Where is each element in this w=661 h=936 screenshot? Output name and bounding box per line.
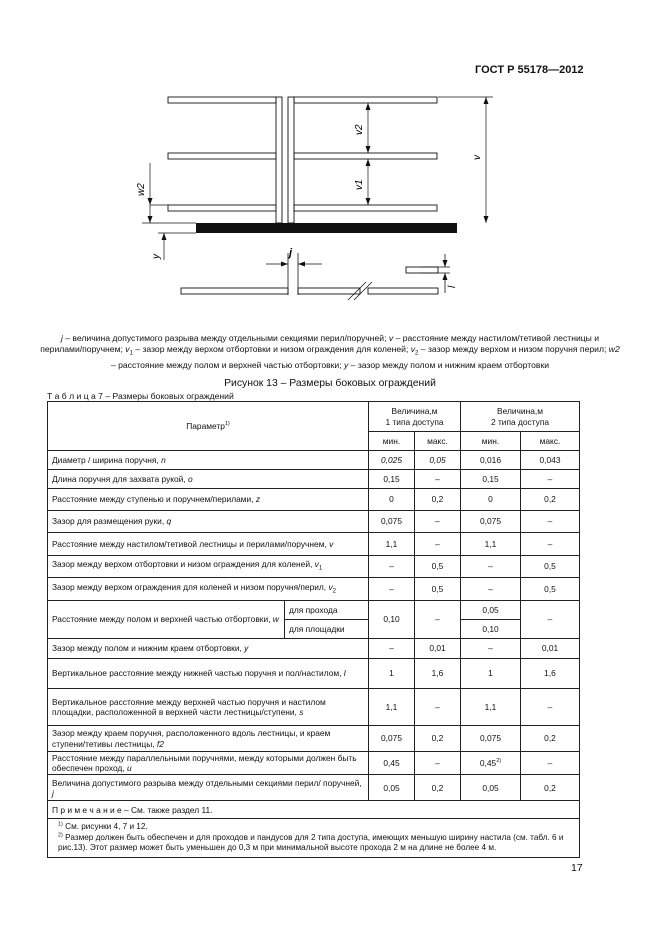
value-cell: 0 <box>369 489 415 511</box>
value-cell: – <box>415 470 461 489</box>
value-cell: 0,2 <box>521 726 580 752</box>
header-max-2: макс. <box>521 432 580 451</box>
value-cell: 0,043 <box>521 451 580 470</box>
value-cell: – <box>369 578 415 601</box>
floor-slab <box>196 223 457 233</box>
left-post <box>276 97 282 223</box>
table-row <box>48 639 580 659</box>
detail-rail-small <box>406 267 438 273</box>
label-y: y <box>151 254 162 259</box>
subparameter-cell: для площадки <box>285 620 369 639</box>
value-cell: 0,5 <box>521 556 580 578</box>
value-cell: 0,075 <box>369 511 415 533</box>
table-note-row <box>48 801 580 819</box>
value-cell: 1,6 <box>415 659 461 689</box>
table-row <box>48 726 580 752</box>
legend-run: w2 <box>608 344 620 355</box>
document-id: ГОСТ Р 55178—2012 <box>475 64 584 76</box>
table-row <box>48 451 580 470</box>
table-row <box>48 659 580 689</box>
left-rail-top <box>168 97 276 103</box>
value-cell: 0,5 <box>521 578 580 601</box>
table-row <box>48 489 580 511</box>
legend-run: – зазор между верхом и низом поручня перил; <box>418 344 609 355</box>
right-rail-bottom <box>294 205 437 211</box>
value-cell: 0,05 <box>369 775 415 801</box>
table-footnotes <box>48 819 580 857</box>
parameter-cell: Зазор между верхом отбортовки и низом ограждения для коленей, $v_1$ <box>48 556 369 578</box>
value-cell: 0,2 <box>521 775 580 801</box>
legend-run: – расстояние между полом и верхней частью отбортовки; <box>110 360 344 371</box>
parameter-cell: Зазор между краем поручня, расположенного вдоль лестницы, и краем ступени/тетивы лестницы, f2 <box>48 726 369 752</box>
value-cell: 0,05 <box>461 601 521 620</box>
value-cell: 1,1 <box>461 689 521 726</box>
right-post <box>288 97 294 223</box>
right-rail-top <box>294 97 437 103</box>
parameter-cell: Зазор для размещения руки, q <box>48 511 369 533</box>
value-cell: 0,05 <box>415 451 461 470</box>
parameter-cell: Вертикальное расстояние между нижней частью поручня и пол/настилом, l <box>48 659 369 689</box>
legend-run: j <box>60 333 63 343</box>
value-cell: 0,10 <box>461 620 521 639</box>
value-cell: 0,5 <box>415 556 461 578</box>
label-w2: w2 <box>136 183 147 196</box>
label-v: v <box>472 155 483 160</box>
legend-run: v <box>125 344 130 355</box>
value-cell: 0,01 <box>415 639 461 659</box>
value-cell: – <box>415 511 461 533</box>
value-cell: 1,1 <box>461 533 521 556</box>
value-cell: 0 <box>461 489 521 511</box>
header-max-1: макс. <box>415 432 461 451</box>
table-row <box>48 601 580 620</box>
value-cell: – <box>415 689 461 726</box>
legend-run: – зазор между верхом отбортовки и низом ограждения для коленей; <box>132 344 411 355</box>
value-cell: 0,2 <box>415 726 461 752</box>
right-rail-middle <box>294 153 437 159</box>
value-cell: – <box>521 601 580 639</box>
value-cell: – <box>521 752 580 775</box>
value-cell: 0,5 <box>415 578 461 601</box>
value-cell: 0,15 <box>461 470 521 489</box>
header-min-1: мин. <box>369 432 415 451</box>
parameter-cell: Расстояние между настилом/тетивой лестницы и перилами/поручнем, v <box>48 533 369 556</box>
side-railings-figure <box>120 88 520 306</box>
table-row <box>48 533 580 556</box>
value-cell: 0,2 <box>415 775 461 801</box>
value-cell: 0,075 <box>369 726 415 752</box>
value-cell: – <box>369 639 415 659</box>
table-row <box>48 556 580 578</box>
value-cell: 0,15 <box>369 470 415 489</box>
table-row <box>48 752 580 775</box>
value-cell: – <box>521 533 580 556</box>
value-cell: 0,075 <box>461 511 521 533</box>
value-cell: – <box>461 556 521 578</box>
figure-caption: Рисунок 13 – Размеры боковых ограждений <box>224 378 436 389</box>
legend-run: 1 <box>129 350 133 357</box>
label-j: j <box>289 247 293 259</box>
legend-run: v <box>388 333 394 343</box>
page-number: 17 <box>571 862 583 874</box>
header-group-type2: Величина,м 2 типа доступа <box>461 402 580 432</box>
table-footnotes-row <box>48 819 580 857</box>
legend-run: y <box>344 360 349 371</box>
left-rail-bottom <box>168 205 276 211</box>
legend-run: – величина допустимого разрыва между отдельными секциями перил/поручней; <box>62 333 389 343</box>
legend-run: – расстояние между настилом/тетивой лестницы и перилами/поручнем; <box>40 333 600 355</box>
value-cell: 0,025 <box>369 451 415 470</box>
value-cell: 0,45 <box>369 752 415 775</box>
value-cell: – <box>521 470 580 489</box>
legend-run: 2 <box>415 350 419 357</box>
footnote-1: $^{1)}$ См. рисунки 4, 7 и 12. <box>58 821 148 832</box>
label-v1: v1 <box>354 179 365 190</box>
figure-legend <box>40 333 620 371</box>
value-cell: 1,6 <box>521 659 580 689</box>
header-min-2: мин. <box>461 432 521 451</box>
value-cell: – <box>461 578 521 601</box>
label-l: l <box>447 285 458 288</box>
value-cell: 0,01 <box>521 639 580 659</box>
value-cell: – <box>415 601 461 639</box>
value-cell: 1 <box>369 659 415 689</box>
value-cell: – <box>369 556 415 578</box>
parameter-cell: Вертикальное расстояние между верхней частью поручня и настилом площадки, расположенной в верхней части лестницы/ступени, s <box>48 689 369 726</box>
value-cell: 0,05 <box>461 775 521 801</box>
legend-run: v <box>410 344 416 355</box>
parameter-cell: Диаметр / ширина поручня, n <box>48 451 369 470</box>
value-cell: 0,2 <box>415 489 461 511</box>
detail-rail-mid <box>298 288 360 294</box>
table-row <box>48 775 580 801</box>
parameter-cell: Расстояние между параллельными поручнями, между которыми должен быть обеспечен проход, u <box>48 752 369 775</box>
value-cell: – <box>461 639 521 659</box>
label-v2: v2 <box>354 124 365 135</box>
railing-dimensions-table <box>47 401 580 858</box>
legend-run: – зазор между полом и нижним краем отбортовки <box>348 360 550 371</box>
detail-rail-right <box>368 288 438 294</box>
parameter-cell: Зазор между верхом ограждения для коленей и низом поручня/перил, $v_2$ <box>48 578 369 601</box>
value-cell: 0,016 <box>461 451 521 470</box>
value-cell: 1,1 <box>369 689 415 726</box>
parameter-cell: Расстояние между ступенью и поручнем/перилами, z <box>48 489 369 511</box>
table-row <box>48 578 580 601</box>
parameter-cell: Величина допустимого разрыва между отдельными секциями перил/ поручней, j <box>48 775 369 801</box>
header-parameter: Параметр$^{1)}$ <box>48 402 369 451</box>
value-cell: 0,2 <box>521 489 580 511</box>
parameter-cell: Зазор между полом и нижним краем отбортовки, y <box>48 639 369 659</box>
table-row <box>48 470 580 489</box>
subparameter-cell: для прохода <box>285 601 369 620</box>
value-cell: 1,1 <box>369 533 415 556</box>
detail-rail-left <box>181 288 288 294</box>
value-cell: – <box>521 689 580 726</box>
value-cell: 0,45$^{2)}$ <box>461 752 521 775</box>
footnote-2: $^{2)}$ Размер должен быть обеспечен и для проходов и пандусов для 2 типа доступа, имеющих меньшую ширину настила (см. табл. 6 и рис.13). Этот размер может быть уменьшен до 0,3 м при минимальной высоте прохода 2 м на длине не более 4 м. <box>58 832 564 853</box>
table-caption: Т а б л и ц а 7 – Размеры боковых ограждений <box>47 391 234 401</box>
value-cell: 1 <box>461 659 521 689</box>
table-note: П р и м е ч а н и е – См. также раздел 11. <box>48 801 580 819</box>
parameter-cell: Длина поручня для захвата рукой, o <box>48 470 369 489</box>
header-group-type1: Величина,м 1 типа доступа <box>369 402 461 432</box>
table-row <box>48 511 580 533</box>
table-row <box>48 689 580 726</box>
value-cell: 0,10 <box>369 601 415 639</box>
value-cell: – <box>415 533 461 556</box>
value-cell: – <box>415 752 461 775</box>
value-cell: – <box>521 511 580 533</box>
parameter-cell: Расстояние между полом и верхней частью отбортовки, w <box>48 601 285 639</box>
value-cell: 0,075 <box>461 726 521 752</box>
left-rail-middle <box>168 153 276 159</box>
